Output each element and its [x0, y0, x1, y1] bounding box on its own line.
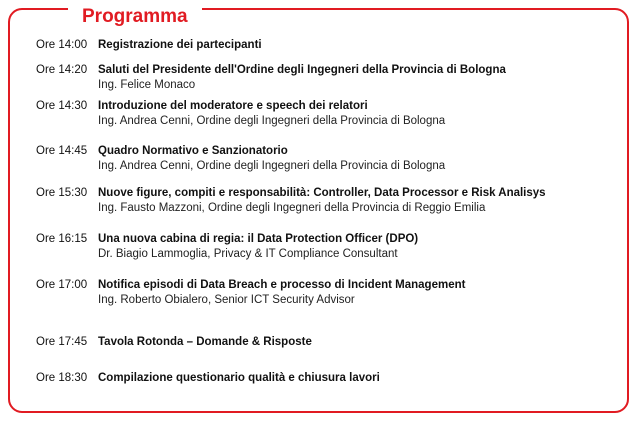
- programme-item: [36, 335, 312, 350]
- item-time: Ore 14:00: [36, 39, 88, 51]
- programme-item: [36, 63, 506, 93]
- item-title: Nuove figure, compiti e responsabilità: Controller, Data Processor e Risk Analisys: [98, 187, 546, 199]
- item-title: Notifica episodi di Data Breach e processo di Incident Management: [98, 279, 466, 291]
- item-title: Tavola Rotonda – Domande & Risposte: [98, 336, 312, 348]
- programme-item: [36, 186, 546, 216]
- item-speaker: Ing. Roberto Obialero, Senior ICT Security Advisor: [98, 294, 355, 306]
- programme-item: [36, 232, 418, 262]
- section-title: Programma: [68, 7, 202, 27]
- item-time: Ore 14:30: [36, 100, 88, 112]
- programme-item: [36, 38, 262, 53]
- item-title: Quadro Normativo e Sanzionatorio: [98, 145, 288, 157]
- programme-item: [36, 371, 380, 386]
- item-title: Registrazione dei partecipanti: [98, 39, 262, 51]
- item-time: Ore 18:30: [36, 372, 88, 384]
- item-time: Ore 17:00: [36, 279, 88, 291]
- programme-item: [36, 99, 445, 129]
- item-title: Saluti del Presidente dell'Ordine degli Ingegneri della Provincia di Bologna: [98, 64, 506, 76]
- item-title: Una nuova cabina di regia: il Data Protection Officer (DPO): [98, 233, 419, 245]
- item-title: Introduzione del moderatore e speech dei relatori: [98, 100, 368, 112]
- programme-item: [36, 144, 445, 174]
- item-title: Compilazione questionario qualità e chiusura lavori: [98, 372, 380, 384]
- item-speaker: Ing. Fausto Mazzoni, Ordine degli Ingegneri della Provincia di Reggio Emilia: [98, 202, 486, 214]
- item-speaker: Ing. Andrea Cenni, Ordine degli Ingegneri della Provincia di Bologna: [98, 160, 446, 172]
- item-speaker: Ing. Andrea Cenni, Ordine degli Ingegneri della Provincia di Bologna: [98, 115, 446, 127]
- item-time: Ore 14:20: [36, 64, 88, 76]
- item-time: Ore 15:30: [36, 187, 88, 199]
- item-speaker: Ing. Felice Monaco: [98, 79, 196, 91]
- item-time: Ore 14:45: [36, 145, 88, 157]
- item-time: Ore 16:15: [36, 233, 88, 245]
- item-time: Ore 17:45: [36, 336, 88, 348]
- programme-item: [36, 278, 465, 308]
- item-speaker: Dr. Biagio Lammoglia, Privacy & IT Compliance Consultant: [98, 248, 398, 260]
